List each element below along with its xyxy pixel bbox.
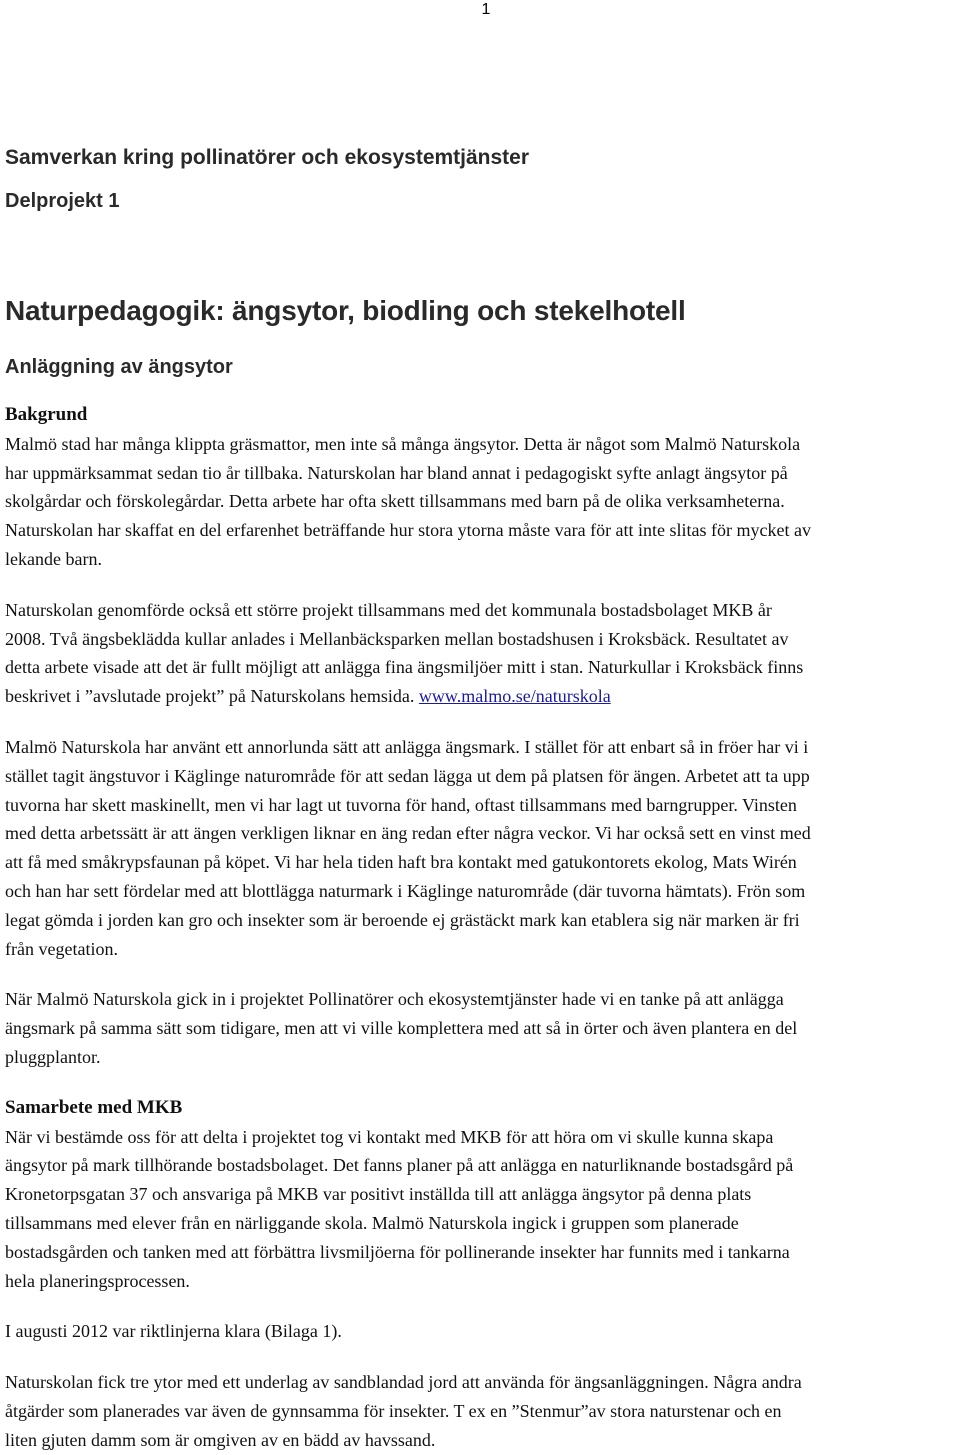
bakgrund-paragraph-4: [5, 985, 960, 1071]
text-line: Naturskolan fick tre ytor med ett underlag av sandblandad jord att använda för ängsanläggningen. Några andra: [5, 1372, 802, 1393]
mkb-paragraph-2: [5, 1317, 960, 1346]
naturskola-website-link[interactable]: www.malmo.se/naturskola: [418, 686, 611, 707]
text-line: har uppmärksammat sedan tio år tillbaka. Naturskolan har bland annat i pedagogiskt syfte anlagt ängsytor på: [5, 462, 788, 483]
text-line: stället tagit ängstuvor i Käglinge naturområde för att sedan lägga ut dem på platsen för ängen. Arbetet att ta upp: [5, 765, 810, 786]
text-segment: beskrivet i ”avslutade projekt” på Naturskolans hemsida.: [5, 686, 419, 707]
text-line: Kronetorpsgatan 37 och ansvariga på MKB var positivt inställda till att anlägga ängsytor på denna plats: [5, 1184, 752, 1205]
text-line: detta arbete visade att det är fullt möjligt att anlägga fina ängsmiljöer mitt i stan. Naturkullar i Kroksbäck finns: [5, 657, 804, 678]
text-line: Naturskolan genomförde också ett större projekt tillsammans med det kommunala bostadsbolaget MKB år: [5, 599, 772, 620]
text-line: ängsmark på samma sätt som tidigare, men att vi ville komplettera med att så in örter och även plantera en del: [5, 1018, 798, 1039]
text-line: ängsytor på mark tillhörande bostadsbolaget. Det fanns planer på att anlägga en naturliknande bostadsgård på: [5, 1155, 794, 1176]
text-line: pluggplantor.: [5, 1046, 101, 1067]
text-line: legat gömda i jorden kan gro och insekter som är beroende ej grästäckt mark kan etablera sig när marken är fri: [5, 909, 800, 930]
bakgrund-paragraph-1: [5, 430, 960, 574]
text-line: tillsammans med elever från en närliggande skola. Malmö Naturskola ingick i gruppen som planerade: [5, 1212, 739, 1233]
text-line: När Malmö Naturskola gick in i projektet Pollinatörer och ekosystemtjänster hade vi en tanke på att anlägga: [5, 989, 784, 1010]
mkb-heading: Samarbete med MKB: [5, 1096, 183, 1118]
text-line: När vi bestämde oss för att delta i projektet tog vi kontakt med MKB för att höra om vi skulle kunna skapa: [5, 1126, 774, 1147]
project-title: Samverkan kring pollinatörer och ekosystemtjänster: [5, 146, 530, 169]
page-number: 1: [481, 1, 491, 18]
text-line: liten gjuten damm som är omgiven av en bädd av havssand.: [5, 1429, 436, 1450]
bakgrund-heading: Bakgrund: [5, 404, 88, 425]
mkb-paragraph-1: [5, 1123, 960, 1296]
main-title: Naturpedagogik: ängsytor, biodling och stekelhotell: [5, 295, 686, 326]
text-line: skolgårdar och förskolegårdar. Detta arbete har ofta skett tillsammans med barn på de olika verksamheterna.: [5, 491, 785, 512]
text-line: 2008. Två ängsbeklädda kullar anlades i Mellanbäcksparken mellan bostadshusen i Kroksbäck. Resultatet av: [5, 628, 789, 649]
text-line: lekande barn.: [5, 548, 102, 569]
bakgrund-paragraph-3: [5, 733, 960, 963]
text-line: bostadsgården och tanken med att förbättra livsmiljöerna för pollinerande insekter har funnits med i tankarna: [5, 1241, 790, 1262]
text-line: I augusti 2012 var riktlinjerna klara (Bilaga 1).: [5, 1321, 342, 1342]
text-line: från vegetation.: [5, 938, 118, 959]
text-line: åtgärder som planerades var även de gynnsamma för insekter. T ex en ”Stenmur”av stora naturstenar och en: [5, 1400, 782, 1421]
text-line: Malmö stad har många klippta gräsmattor, men inte så många ängsytor. Detta är något som Malmö Naturskola: [5, 433, 801, 454]
text-line: [5, 682, 960, 711]
text-line: Malmö Naturskola har använt ett annorlunda sätt att anlägga ängsmark. I stället för att enbart så in fröer har vi i: [5, 736, 809, 757]
bakgrund-paragraph-2: [5, 596, 960, 711]
text-line: med detta arbetssätt är att ängen verkligen liknar en äng redan efter några veckor. Vi har också sett en vinst med: [5, 823, 811, 844]
text-line: hela planeringsprocessen.: [5, 1270, 190, 1291]
mkb-paragraph-3: [5, 1368, 960, 1454]
subproject-title: Delprojekt 1: [5, 190, 120, 212]
text-line: att få med småkrypsfaunan på köpet. Vi har hela tiden haft bra kontakt med gatukontorets ekolog, Mats Wirén: [5, 852, 797, 873]
text-line: och han har sett fördelar med att blottlägga naturmark i Käglinge naturområde (där tuvorna hämtats). Frön som: [5, 880, 806, 901]
text-line: Naturskolan har skaffat en del erfarenhet beträffande hur stora ytorna måste vara för att inte slitas för mycket av: [5, 520, 812, 541]
document-body: [5, 401, 960, 1455]
text-line: tuvorna har skett maskinellt, men vi har lagt ut tuvorna för hand, oftast tillsammans med barngrupper. Vinsten: [5, 794, 797, 815]
section-title: Anläggning av ängsytor: [5, 356, 233, 378]
